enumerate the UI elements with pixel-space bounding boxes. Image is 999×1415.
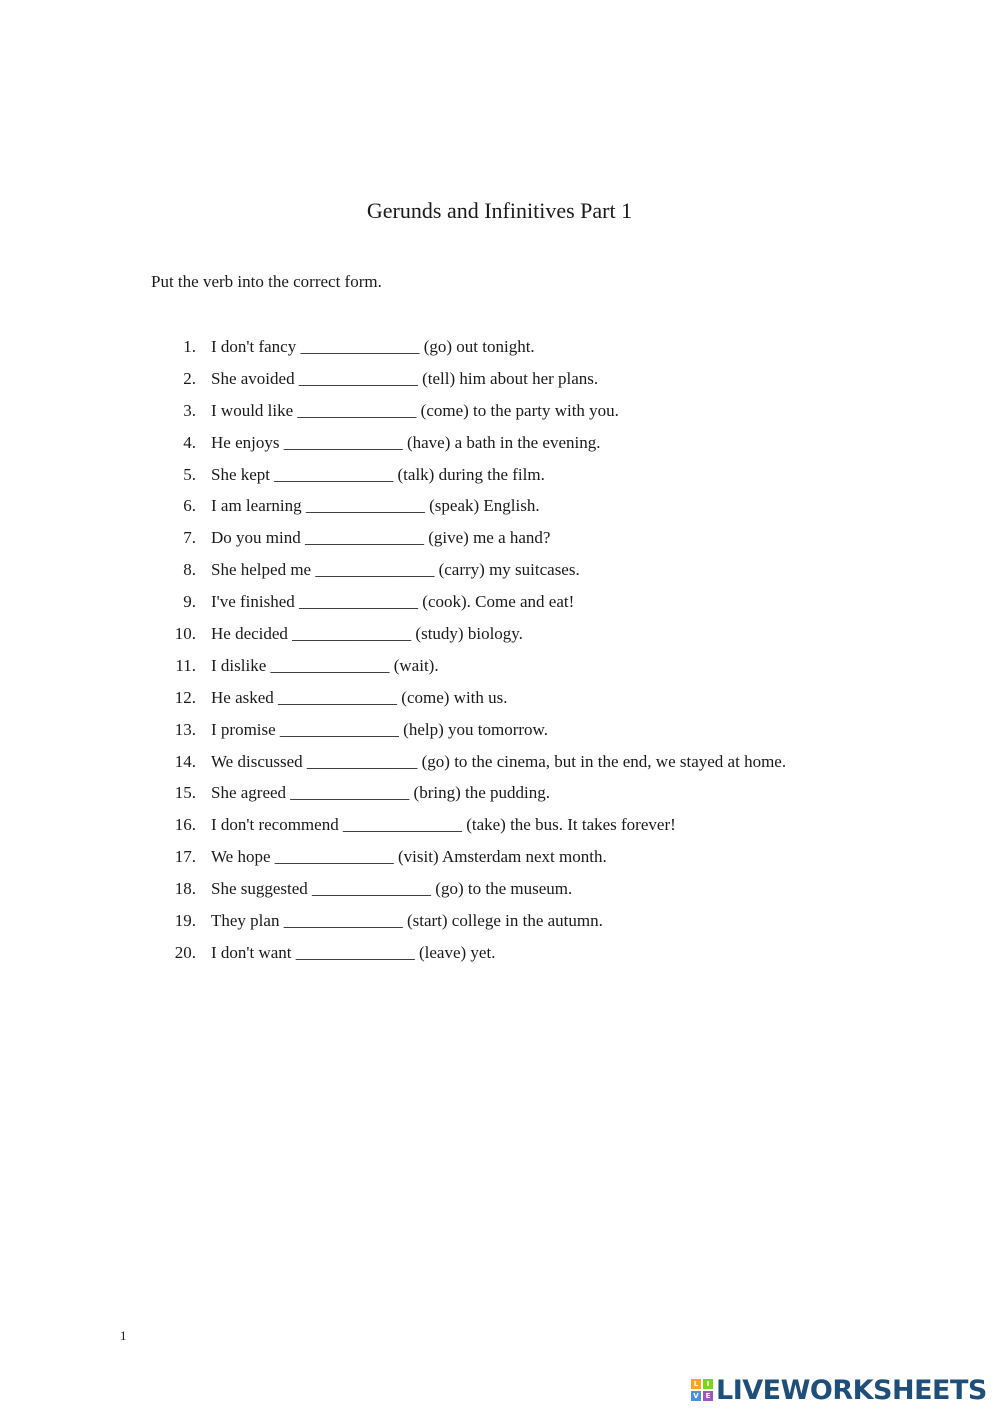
item-number: 20. — [174, 942, 196, 962]
logo-mark-tile: L — [691, 1379, 701, 1389]
item-sentence: She agreed ______________ (bring) the pudding. — [211, 783, 550, 803]
item-sentence: I don't recommend ______________ (take) the bus. It takes forever! — [211, 815, 676, 835]
item-number: 6. — [183, 496, 196, 516]
logo-mark-tile: I — [703, 1379, 713, 1389]
item-number: 8. — [183, 560, 196, 580]
item-sentence: I've finished ______________ (cook). Come and eat! — [211, 592, 575, 612]
item-sentence: Do you mind ______________ (give) me a hand? — [211, 528, 551, 548]
item-number: 5. — [183, 464, 196, 484]
item-sentence: I don't fancy ______________ (go) out tonight. — [211, 337, 535, 356]
item-number: 14. — [174, 751, 196, 771]
liveworksheets-logo — [691, 1374, 987, 1406]
item-number: 9. — [183, 592, 196, 612]
item-number: 11. — [175, 655, 196, 675]
item-number: 19. — [174, 911, 196, 931]
item-number: 15. — [174, 783, 196, 803]
item-number: 12. — [174, 687, 196, 707]
page-number: 1 — [120, 1328, 127, 1343]
item-number: 10. — [174, 624, 196, 644]
item-sentence: She kept ______________ (talk) during the film. — [211, 464, 545, 484]
item-sentence: She helped me ______________ (carry) my suitcases. — [211, 560, 580, 580]
item-sentence: We discussed _____________ (go) to the cinema, but in the end, we stayed at home. — [211, 751, 787, 771]
logo-mark-tile: E — [703, 1391, 713, 1401]
item-number: 7. — [183, 528, 196, 548]
item-number: 13. — [174, 719, 196, 739]
item-sentence: I am learning ______________ (speak) English. — [211, 496, 540, 516]
item-sentence: They plan ______________ (start) college in the autumn. — [211, 911, 603, 931]
item-number: 1. — [183, 337, 196, 356]
item-sentence: She suggested ______________ (go) to the museum. — [211, 879, 573, 899]
item-sentence: He asked ______________ (come) with us. — [211, 687, 508, 707]
item-number: 4. — [183, 432, 196, 452]
item-sentence: He decided ______________ (study) biology. — [211, 624, 523, 644]
item-number: 16. — [174, 815, 196, 835]
item-number: 18. — [174, 879, 196, 899]
item-number: 2. — [183, 368, 196, 388]
logo-mark-icon — [691, 1379, 713, 1401]
item-sentence: I dislike ______________ (wait). — [211, 655, 439, 675]
worksheet-title: Gerunds and Infinitives Part 1 — [366, 198, 633, 223]
logo-text: LIVEWORKSHEETS — [716, 1374, 987, 1406]
item-number: 17. — [174, 847, 196, 867]
instruction-text: Put the verb into the correct form. — [151, 272, 382, 291]
item-sentence: I would like ______________ (come) to the party with you. — [211, 400, 619, 420]
item-sentence: I don't want ______________ (leave) yet. — [211, 942, 496, 962]
item-sentence: I promise ______________ (help) you tomorrow. — [211, 719, 548, 739]
item-sentence: He enjoys ______________ (have) a bath in the evening. — [211, 432, 601, 452]
item-sentence: We hope ______________ (visit) Amsterdam next month. — [211, 847, 607, 867]
logo-mark-tile: V — [691, 1391, 701, 1401]
item-sentence: She avoided ______________ (tell) him about her plans. — [211, 368, 599, 388]
item-number: 3. — [183, 400, 196, 420]
